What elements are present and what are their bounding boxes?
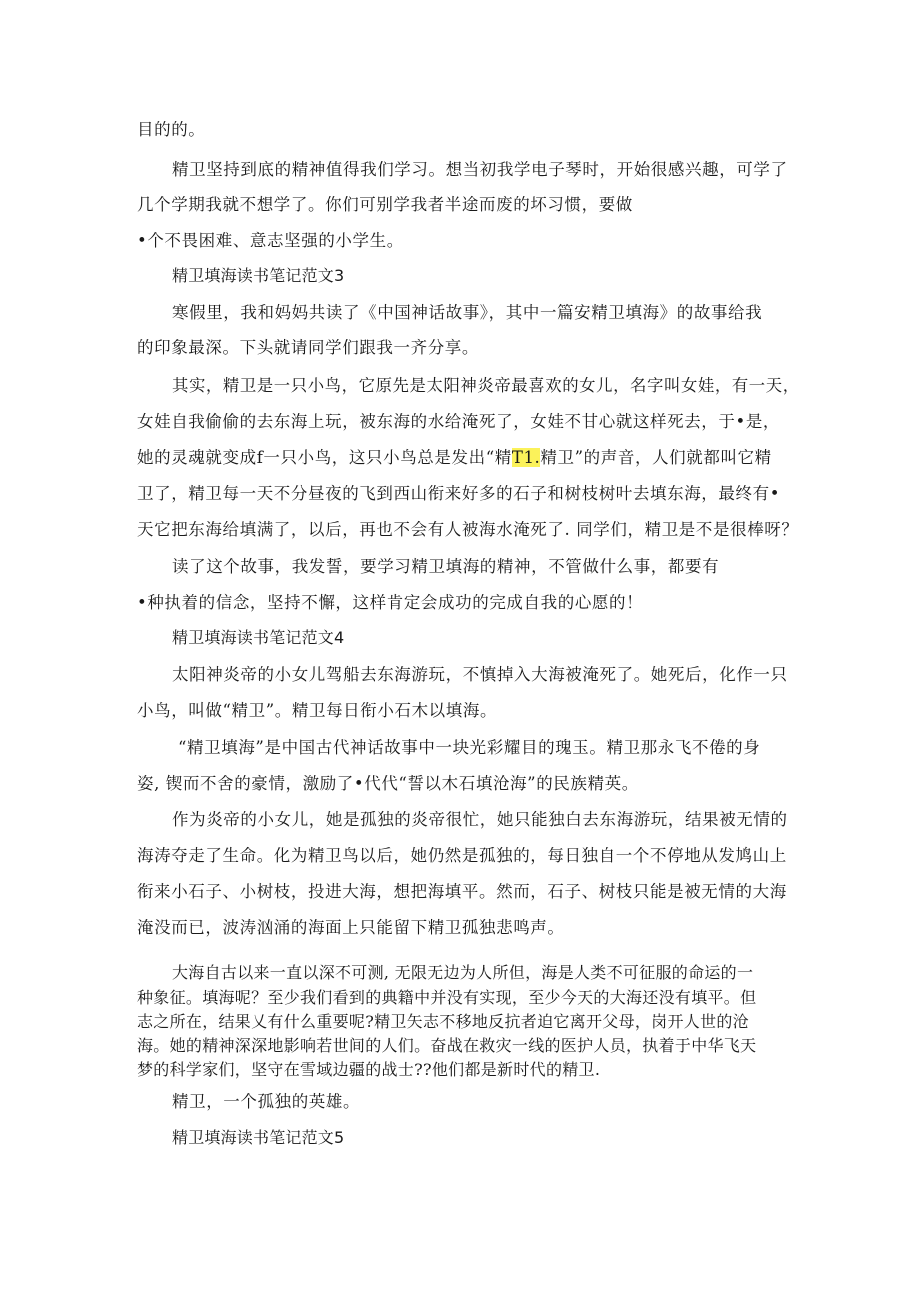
text-line: 衔来小石子、小树枝，投进大海，想把海填平。然而，石子、树枝只能是被无情的大海	[137, 882, 787, 901]
text-line: 海涛夺走了生命。化为精卫鸟以后，她仍然是孤独的，每日独自一个不停地从发鸠山上	[137, 846, 787, 865]
paragraph-line: 精卫坚持到底的精神值得我们学习。想当初我学电子琴时，开始很感兴趣，可学了	[172, 160, 788, 179]
text-line: •种执着的信念，坚持不懈，这样肯定会成功的完成自我的心愿的！	[137, 593, 644, 612]
text-line	[137, 447, 772, 469]
paragraph-line: “精卫填海”是中国古代神话故事中一块光彩耀目的瑰玉。精卫那永飞不倦的身	[178, 738, 761, 757]
text-line: 女娃自我偷偷的去东海上玩，被东海的水给淹死了，女娃不甘心就这样死去，于•是，	[137, 412, 781, 431]
text-line: 海。她的精神深深地影响若世间的人们。奋战在救灾一线的医护人员，执着于中华飞天	[137, 1036, 757, 1055]
text-line: 卫了，精卫每一天不分昼夜的飞到西山衔来好多的石子和树枝树叶去填东海，最终有•	[137, 484, 781, 503]
text-line: 目的的。	[137, 120, 206, 139]
section-heading: 精卫填海读书笔记范文4	[172, 628, 345, 647]
paragraph-line: 作为炎帝的小女儿，她是孤独的炎帝很忙，她只能独白去东海游玩，结果被无情的	[172, 810, 788, 829]
section-heading: 精卫填海读书笔记范文5	[172, 1128, 345, 1147]
paragraph-line: 寒假里，我和妈妈共读了《中国神话故事》，其中一篇安精卫填海》的故事给我	[172, 303, 763, 322]
highlighted-text: T1.	[511, 448, 541, 467]
text-line: •个不畏困难、意志坚强的小学生。	[137, 231, 404, 250]
text-line: 的印象最深。下头就请同学们跟我一齐分享。	[137, 338, 479, 357]
text-line: 几个学期我就不想学了。你们可别学我者半途而废的坏习惯，要做	[137, 195, 633, 214]
paragraph-line: 读了这个故事，我发誓，要学习精卫填海的精神，不管做什么事，都要有	[172, 557, 720, 576]
text-segment: 她的灵魂就变成f一只小鸟，这只小鸟总是发出“精	[137, 448, 512, 467]
text-line: 种象征。填海呢？至少我们看到的典籍中并没有实现，至少今天的大海还没有填平。但	[137, 988, 757, 1007]
text-line: 天它把东海给填满了，以后，再也不会有人被海水淹死了. 同学们，精卫是不是很棒呀？	[137, 520, 799, 539]
paragraph-line: 大海自古以来一直以深不可测, 无限无边为人所但，海是人类不可征服的命运的一	[172, 963, 754, 982]
text-line: 淹没而已，波涛汹涌的海面上只能留下精卫孤独悲鸣声。	[137, 918, 565, 937]
text-line: 姿, 锲而不舍的豪情，激励了•代代“誓以木石填沧海”的民族精英。	[137, 774, 639, 793]
paragraph-line: 其实，精卫是一只小鸟，它原先是太阳神炎帝最喜欢的女儿，名字叫女娃，有一天，	[172, 376, 800, 395]
text-line: 梦的科学家们，坚守在雪域边疆的战士??他们都是新时代的精卫.	[137, 1060, 601, 1079]
section-heading: 精卫填海读书笔记范文3	[172, 266, 345, 285]
text-line: 小鸟，叫做“精卫”。精卫每日衔小石木以填海。	[137, 701, 498, 720]
paragraph-line: 精卫，一个孤独的英雄。	[172, 1092, 361, 1111]
text-line: 志之所在，结果乂有什么重要呢?精卫矢志不移地反抗者迫它离开父母，岗开人世的沧	[137, 1012, 749, 1031]
text-segment: 精卫”的声音，人们就都叫它精	[540, 448, 772, 467]
paragraph-line: 太阳神炎帝的小女儿驾船去东海游玩，不慎掉入大海被淹死了。她死后，化作一只	[172, 665, 788, 684]
